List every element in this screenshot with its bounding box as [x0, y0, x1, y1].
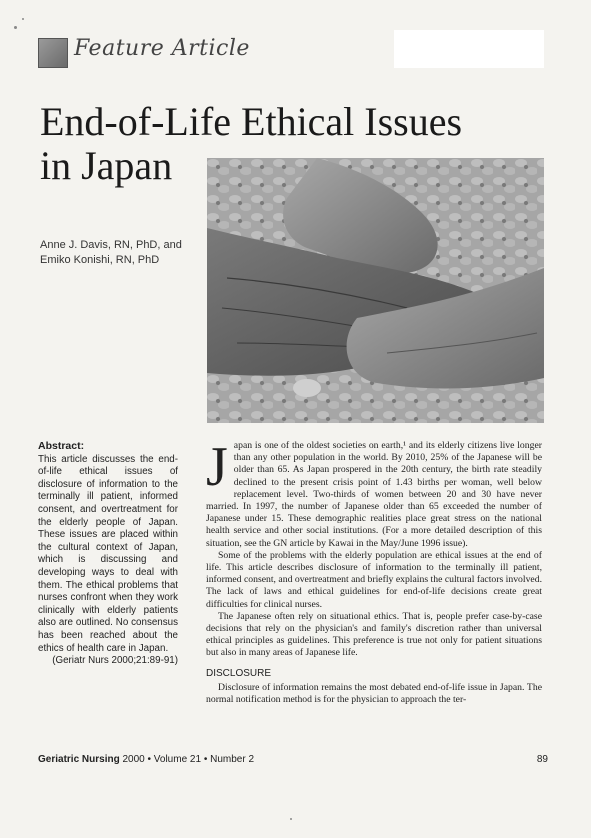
abstract-heading: Abstract:	[38, 440, 85, 452]
body-paragraph	[206, 436, 542, 550]
holding-hands-photo	[207, 158, 544, 423]
body-paragraph-1: apan is one of the oldest societies on earth,¹ and its elderly citizens live longer than any other population in the world. By 2010, 25% of the Japanese will be older than 65. As Japan prospered in the 20th century, the birth rate steadily declined to the present crisis point of 1.43 births per woman, well below replacement level. Two-thirds of women between 20 and 30 have never married. In 1997, the number of Japanese older than 65 exceeded the number of Japanese under 15. These demographic realities place great stress on the national health service and other social institutions. (For a more detailed description of this situation, see the GN article by Kawai in the May/June 1996 issue).	[206, 440, 542, 549]
abstract-citation: (Geriatr Nurs 2000;21:89-91)	[52, 655, 178, 667]
body-paragraph-4: Disclosure of information remains the most debated end-of-life issue in Japan. The normal notification method is for the physician to approach the ter-	[206, 681, 542, 706]
section-subhead: DISCLOSURE	[206, 667, 272, 679]
article-body	[206, 436, 542, 706]
authors-line-1: Anne J. Davis, RN, PhD, and	[40, 239, 182, 251]
scan-speck	[22, 18, 24, 20]
journal-name: Geriatric Nursing	[38, 754, 120, 765]
body-paragraph-2: Some of the problems with the elderly population are ethical issues at the end of life. This article describes disclosure of information to the terminally ill patient, informed consent, and overtreatment and briefly explains the cultural factors involved. The lack of laws and ethical guidelines for end-of-life decisions create great difficulties for clinical nurses.	[206, 549, 542, 610]
title-line-2: in Japan	[40, 143, 173, 188]
abstract-body: This article discusses the end-of-life ethical issues of disclosure of information to the terminally ill patient, informed consent, and overtreatment for the elderly people of Japan. These issues are placed within the cultural context of Japan, which is discussing and developing ways to deal with them. The ethical problems that nurses confront when they work clinically with elderly patients also are outlined. No consensus has been reached about the ethics of health care in Japan.	[38, 453, 178, 654]
blank-label-patch	[394, 30, 544, 68]
scan-speck	[290, 818, 292, 820]
title-line-1: End-of-Life Ethical Issues	[40, 99, 463, 144]
scan-speck	[14, 26, 17, 29]
holding-hands-icon	[207, 158, 544, 423]
section-badge-icon	[38, 38, 68, 68]
journal-issue: 2000 • Volume 21 • Number 2	[119, 754, 255, 765]
authors-line-2: Emiko Konishi, RN, PhD	[40, 254, 160, 266]
body-paragraph-3: The Japanese often rely on situational ethics. That is, people prefer case-by-case decisions that rely on the physician's and family's discretion rather than universal ethical principles as guidelines. This preference is true not only for patient situations but also in many areas of Japanese life.	[206, 610, 542, 659]
authors	[40, 238, 200, 268]
abstract	[38, 440, 178, 668]
page-number: 89	[536, 754, 548, 765]
section-label: Feature Article	[74, 36, 250, 61]
page-footer	[38, 754, 548, 765]
drop-cap: J	[206, 436, 228, 498]
